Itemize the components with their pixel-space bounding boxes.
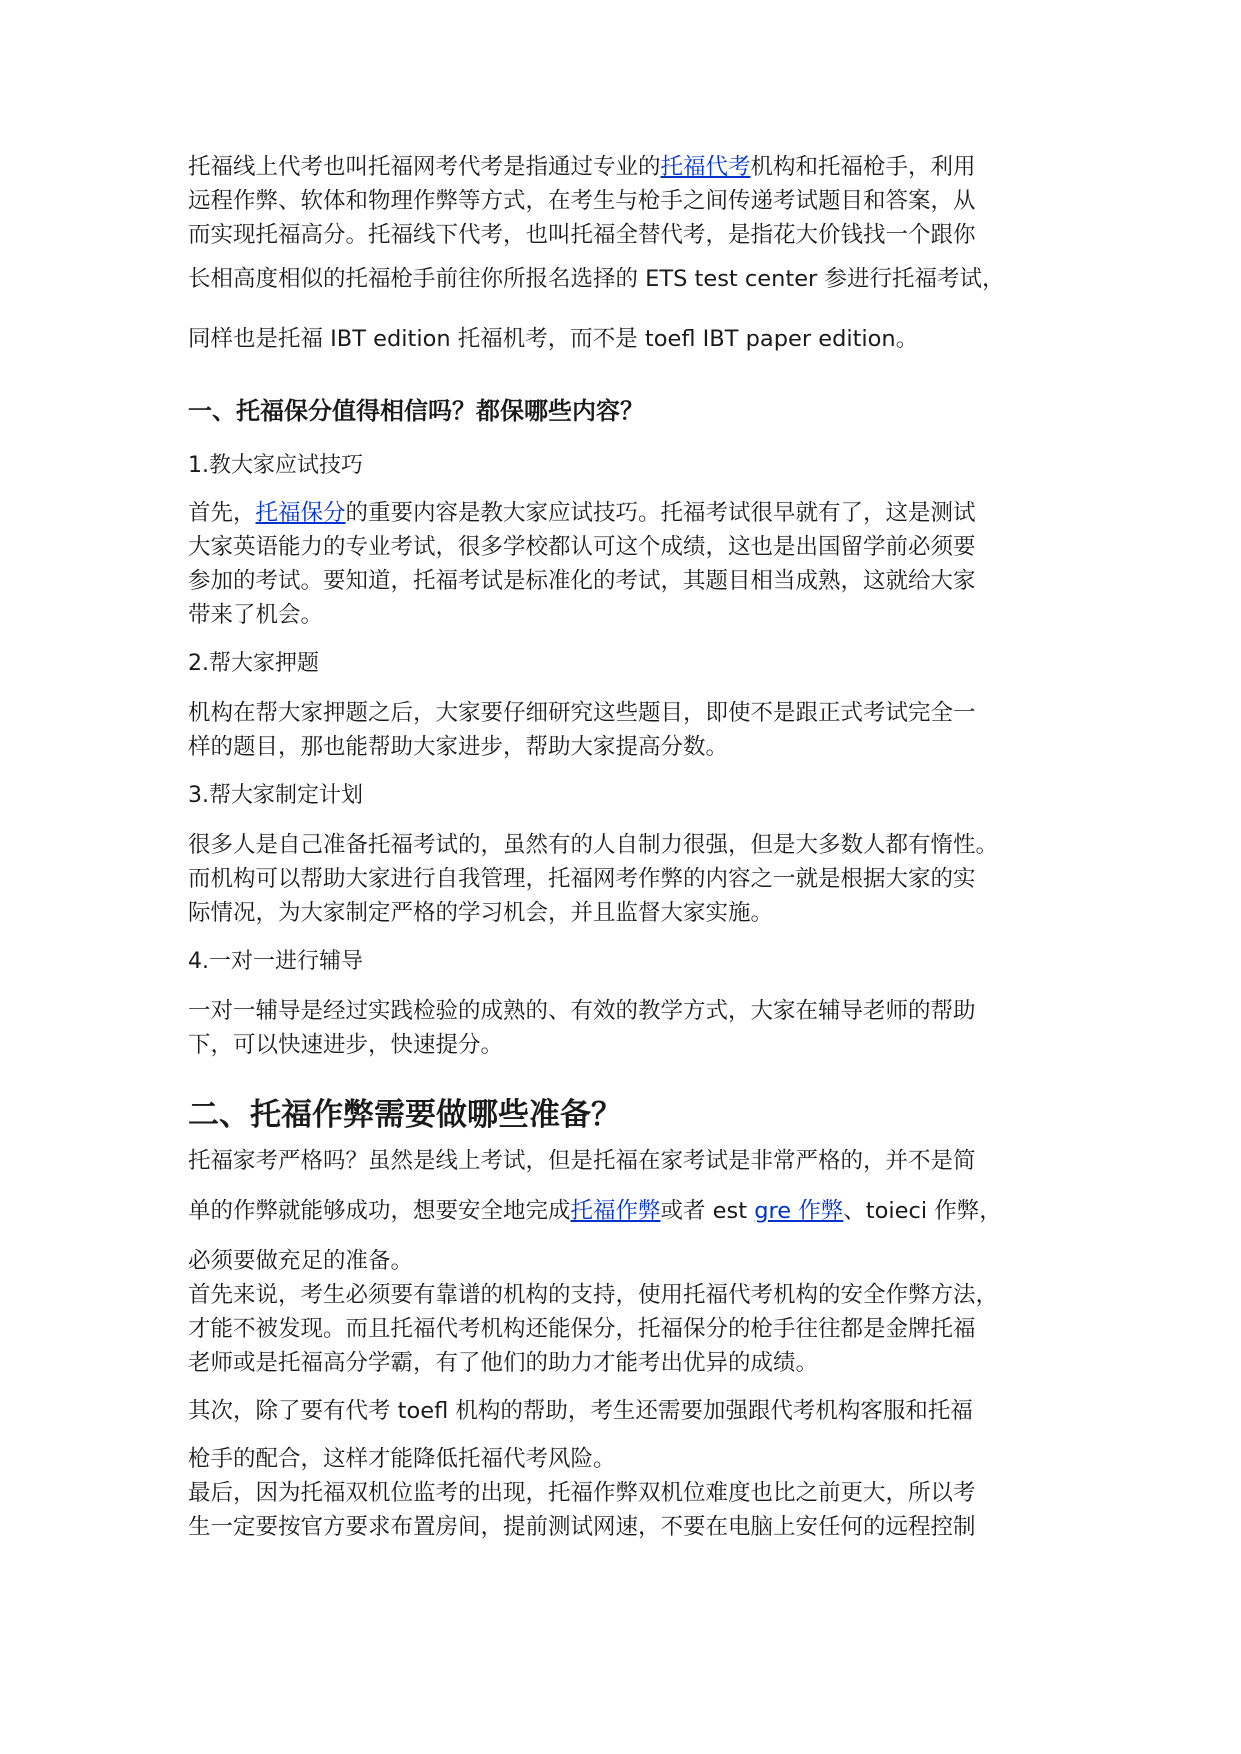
subsection-2-title: 2.帮大家押题 bbox=[188, 651, 319, 676]
body-text: 或者 est bbox=[660, 1198, 755, 1224]
intro-line-3: 而实现托福高分。托福线下代考，也叫托福全替代考，是指花大价钱找一个跟你 bbox=[188, 222, 976, 248]
section-2-p2-line-3: 老师或是托福高分学霸，有了他们的助力才能考出优异的成绩。 bbox=[188, 1350, 819, 1376]
subsection-3-line-3: 际情况，为大家制定严格的学习机会，并且监督大家实施。 bbox=[188, 900, 774, 926]
section-2-p2-line-1: 首先来说，考生必须要有靠谱的机构的支持，使用托福代考机构的安全作弊方法， bbox=[188, 1282, 999, 1308]
subsection-1-line-1 bbox=[188, 496, 1068, 530]
section-2-p1-line-2 bbox=[188, 1194, 1068, 1228]
section-2-p2-line-2: 才能不被发现。而且托福代考机构还能保分，托福保分的枪手往往都是金牌托福 bbox=[188, 1316, 976, 1342]
intro-text: 托福线上代考也叫托福网考代考是指通过专业的 bbox=[188, 154, 661, 180]
body-text: 的重要内容是教大家应试技巧。托福考试很早就有了，这是测试 bbox=[345, 500, 976, 526]
body-text: 单的作弊就能够成功，想要安全地完成 bbox=[188, 1198, 571, 1224]
subsection-2-line-1: 机构在帮大家押题之后，大家要仔细研究这些题目，即使不是跟正式考试完全一 bbox=[188, 700, 976, 726]
subsection-1-title: 1.教大家应试技巧 bbox=[188, 453, 363, 478]
link-toefl-proxy-exam[interactable]: 托福代考 bbox=[660, 154, 751, 180]
section-2-p1-line-3: 必须要做充足的准备。 bbox=[188, 1248, 414, 1274]
subsection-2-line-2: 样的题目，那也能帮助大家进步，帮助大家提高分数。 bbox=[188, 734, 729, 760]
section-2-p4-line-2: 生一定要按官方要求布置房间，提前测试网速，不要在电脑上安任何的远程控制 bbox=[188, 1514, 976, 1540]
section-1-heading: 一、托福保分值得相信吗？都保哪些内容？ bbox=[188, 397, 644, 425]
section-2-p4-line-1: 最后，因为托福双机位监考的出现，托福作弊双机位难度也比之前更大，所以考 bbox=[188, 1480, 976, 1506]
intro-line-2: 远程作弊、软体和物理作弊等方式，在考生与枪手之间传递考试题目和答案，从 bbox=[188, 188, 976, 214]
body-text: 首先， bbox=[188, 500, 256, 526]
link-toefl-cheating[interactable]: 托福作弊 bbox=[570, 1198, 661, 1224]
document-page bbox=[188, 150, 1068, 1544]
link-gre-cheating[interactable]: gre 作弊 bbox=[754, 1198, 844, 1224]
subsection-4-line-2: 下，可以快速进步，快速提分。 bbox=[188, 1032, 504, 1058]
subsection-1-line-3: 参加的考试。要知道，托福考试是标准化的考试，其题目相当成熟，这就给大家 bbox=[188, 568, 976, 594]
intro-text: 机构和托福枪手，利用 bbox=[750, 154, 976, 180]
intro-line-5: 同样也是托福 IBT edition 托福机考，而不是 toefl IBT paper edition。 bbox=[188, 326, 919, 352]
link-toefl-score-guarantee[interactable]: 托福保分 bbox=[255, 500, 346, 526]
intro-line-4: 长相高度相似的托福枪手前往你所报名选择的 ETS test center 参进行托福考试， bbox=[188, 266, 1005, 292]
subsection-3-line-1: 很多人是自己准备托福考试的，虽然有的人自制力很强，但是大多数人都有惰性。 bbox=[188, 832, 999, 858]
subsection-4-title: 4.一对一进行辅导 bbox=[188, 949, 363, 974]
section-2-p1-line-1: 托福家考严格吗？虽然是线上考试，但是托福在家考试是非常严格的，并不是简 bbox=[188, 1148, 976, 1174]
intro-line-1 bbox=[188, 150, 1068, 184]
subsection-3-line-2: 而机构可以帮助大家进行自我管理，托福网考作弊的内容之一就是根据大家的实 bbox=[188, 866, 976, 892]
section-2-heading: 二、托福作弊需要做哪些准备？ bbox=[188, 1097, 622, 1133]
section-2-p3-line-2: 枪手的配合，这样才能降低托福代考风险。 bbox=[188, 1446, 616, 1472]
body-text: 、toieci 作弊， bbox=[843, 1198, 1002, 1224]
subsection-1-line-4: 带来了机会。 bbox=[188, 602, 324, 628]
subsection-4-line-1: 一对一辅导是经过实践检验的成熟的、有效的教学方式，大家在辅导老师的帮助 bbox=[188, 998, 976, 1024]
subsection-1-line-2: 大家英语能力的专业考试，很多学校都认可这个成绩，这也是出国留学前必须要 bbox=[188, 534, 976, 560]
section-2-p3-line-1: 其次，除了要有代考 toefl 机构的帮助，考生还需要加强跟代考机构客服和托福 bbox=[188, 1398, 973, 1424]
subsection-3-title: 3.帮大家制定计划 bbox=[188, 783, 363, 808]
